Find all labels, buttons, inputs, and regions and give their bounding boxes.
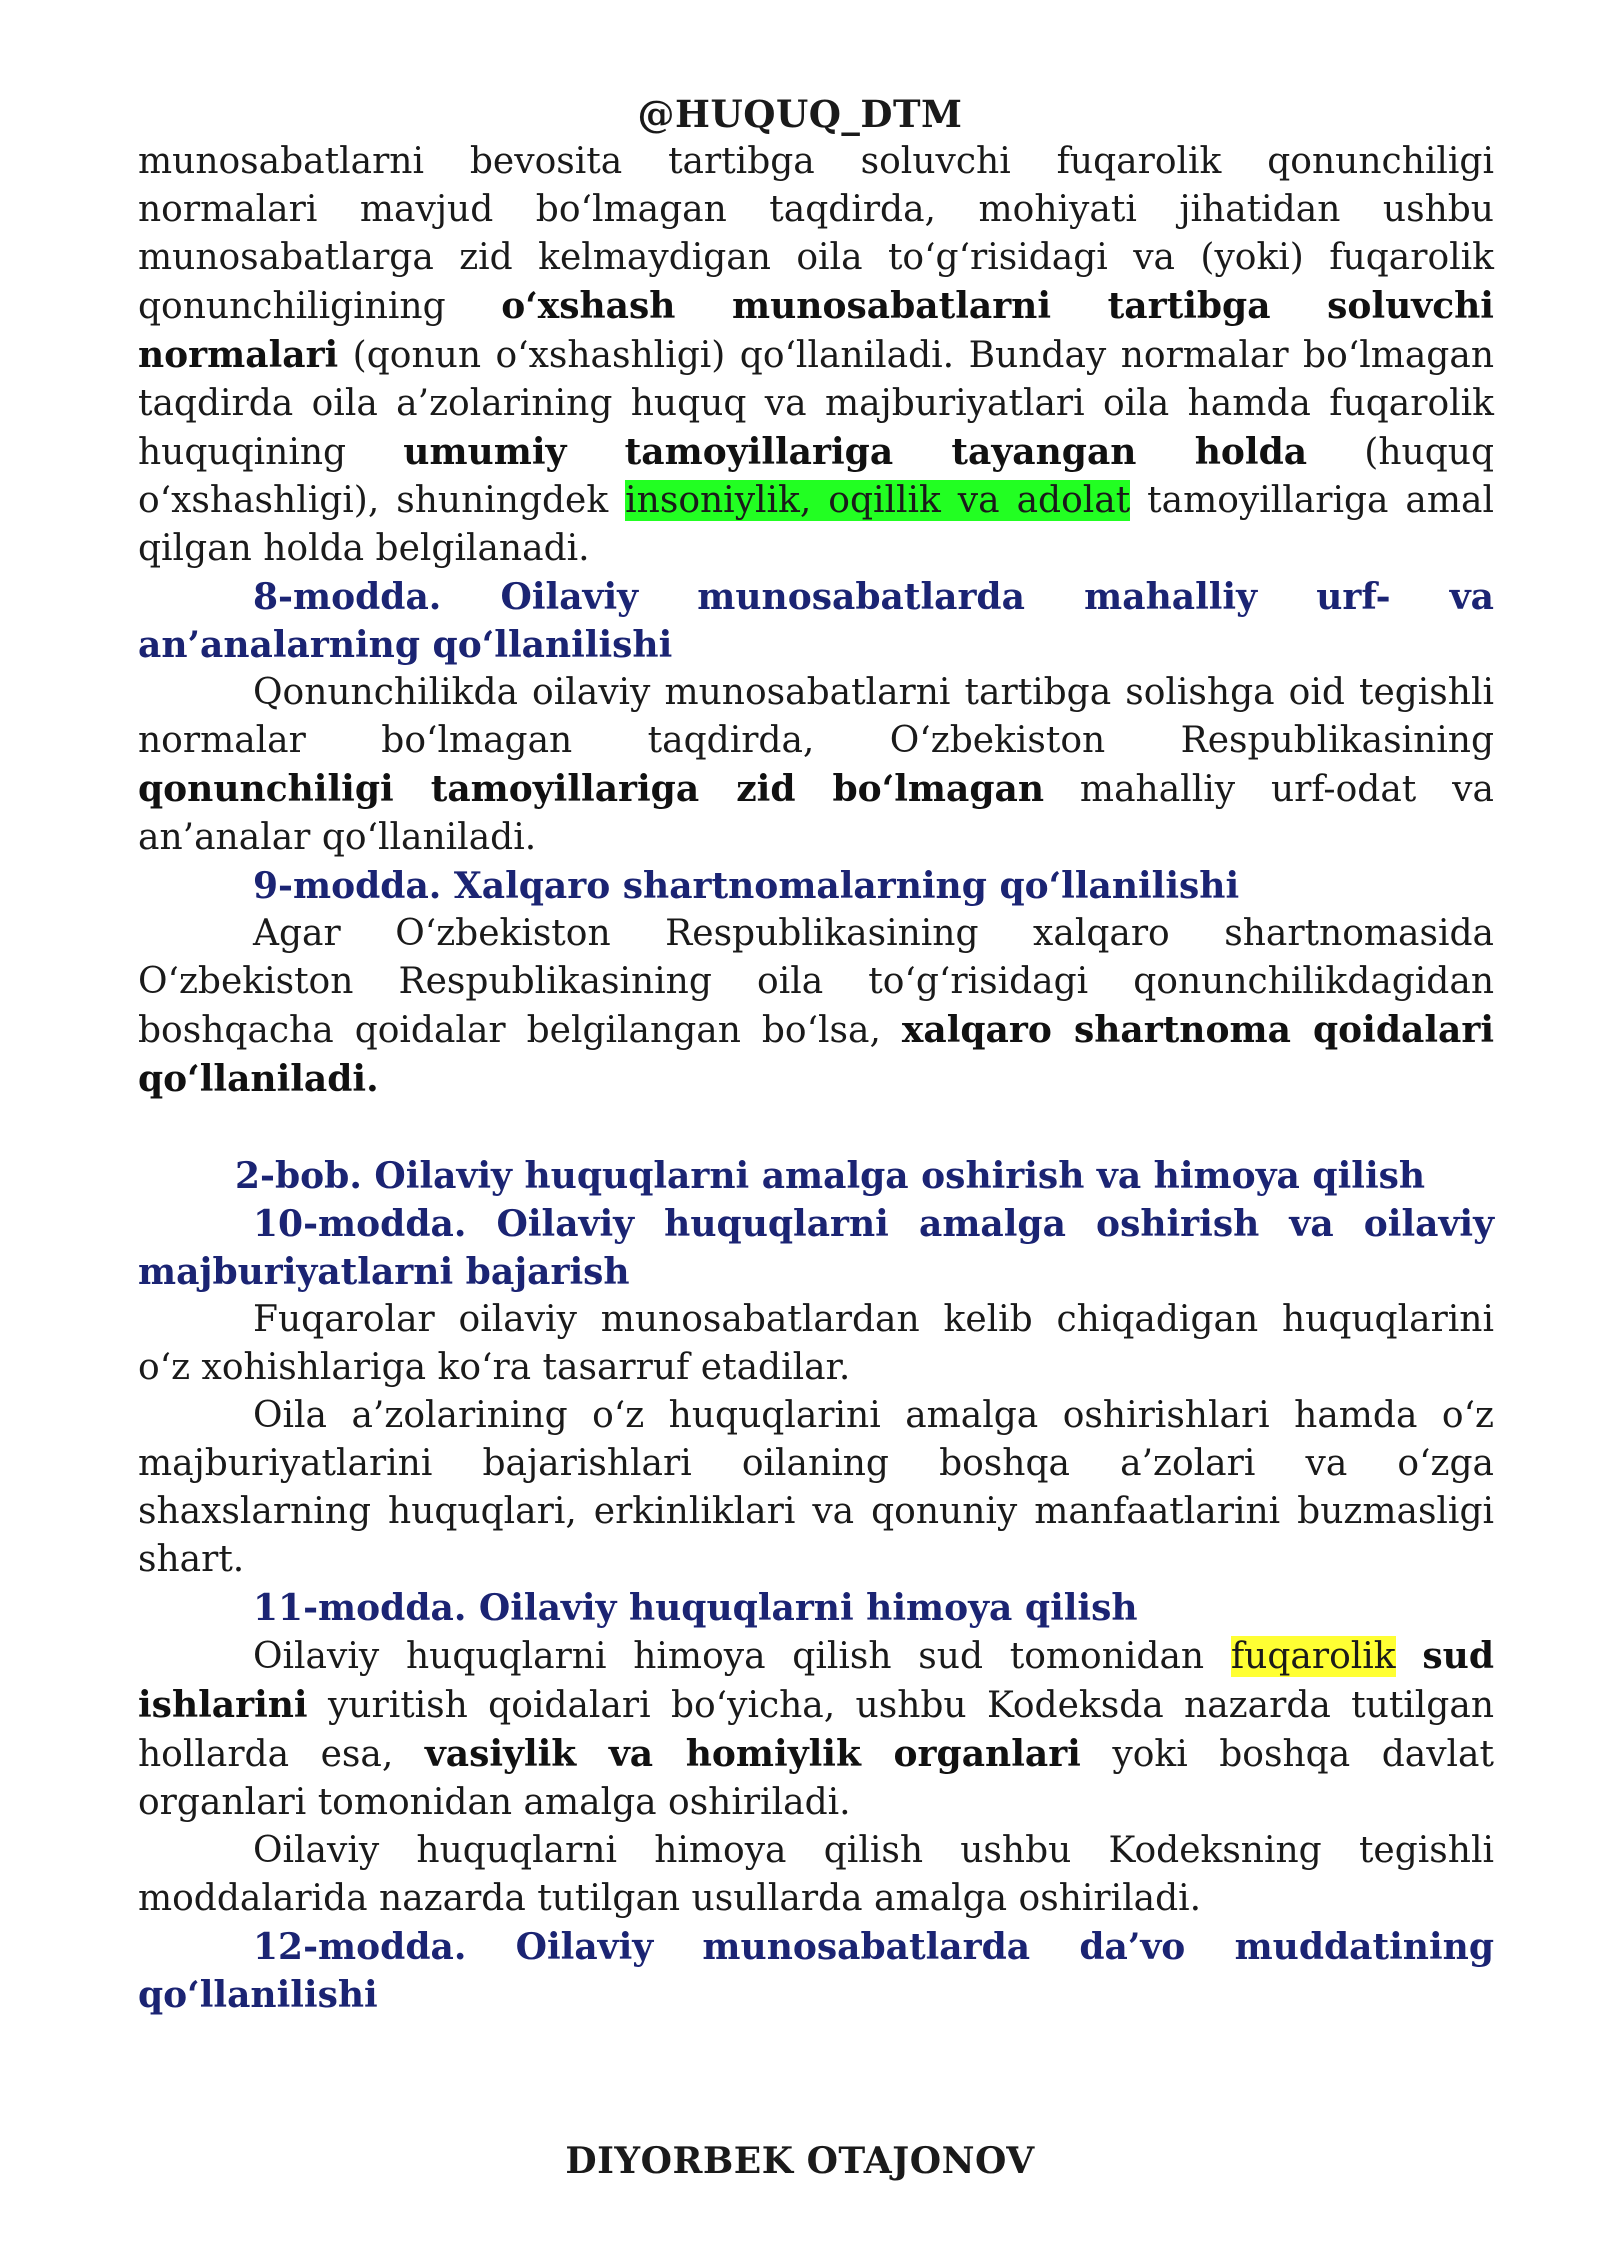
yellow-highlight: fuqarolik [1230, 1636, 1396, 1677]
article-9-paragraph [138, 910, 1494, 1104]
document-body [138, 138, 1494, 2019]
text-run: Oilaviy huquqlarni himoya qilish sud tomonidan [253, 1636, 1231, 1677]
page-footer: DIYORBEK OTAJONOV [565, 2140, 1035, 2182]
text-run: (qonun o‘xshashligi) qo‘llaniladi. Bunday normalar bo‘lmagan taqdirda oila a’zolarining huquq va majburiyatlari oila hamda fuqarolik huquqining [138, 335, 1494, 473]
bold-text: o‘xshash munosabatlarni tartibga soluvchi normalari [138, 285, 1494, 376]
article-11-heading: 11-modda. Oilaviy huquqlarni himoya qilish [253, 1587, 1138, 1629]
article-8-heading: 8-modda. Oilaviy munosabatlarda mahalliy urf- va an’analarning qo‘llanilishi [138, 576, 1494, 666]
text-run: munosabatlarni bevosita tartibga soluvchi fuqarolik qonunchiligi normalari mavjud bo‘lmagan taqdirda, mohiyati jihatidan ushbu munosabatlarga zid kelmaydigan oila to‘g‘risidagi va (yoki) fuqarolik qonunchiligining [138, 141, 1494, 327]
text-run: mahalliy urf-odat va an’analar qo‘llaniladi. [138, 769, 1494, 858]
article-11-paragraph-1 [138, 1632, 1494, 1827]
text-run: Qonunchilikda oilaviy munosabatlarni tartibga solishga oid tegishli normalar bo‘lmagan taqdirda, O‘zbekiston Respublikasining [138, 672, 1494, 761]
paragraph-continuation [138, 138, 1494, 573]
article-10-heading: 10-modda. Oilaviy huquqlarni amalga oshirish va oilaviy majburiyatlarni bajarish [138, 1203, 1494, 1293]
green-highlight: insoniylik, oqillik va adolat [625, 480, 1131, 521]
article-9-heading: 9-modda. Xalqaro shartnomalarning qo‘llanilishi [253, 865, 1240, 907]
bold-text: vasiylik va homiylik organlari [424, 1733, 1081, 1775]
bold-text: sud ishlarini [138, 1635, 1494, 1726]
article-12-heading: 12-modda. Oilaviy munosabatlarda da’vo muddatining qo‘llanilishi [138, 1926, 1494, 2016]
chapter-2-heading: 2-bob. Oilaviy huquqlarni amalga oshirish va himoya qilish [235, 1155, 1426, 1197]
article-11-paragraph-2: Oilaviy huquqlarni himoya qilish ushbu Kodeksning tegishli moddalarida nazarda tutilgan usullarda amalga oshiriladi. [138, 1830, 1494, 1919]
text-run: Agar O‘zbekiston Respublikasining xalqaro shartnomasida O‘zbekiston Respublikasining oila to‘g‘risidagi qonunchilikdagidan boshqacha qoidalar belgilangan bo‘lsa, [138, 913, 1494, 1051]
page-header: @HUQUQ_DTM [637, 92, 963, 136]
article-8-paragraph [138, 669, 1494, 862]
article-10-paragraph-1: Fuqarolar oilaviy munosabatlardan kelib chiqadigan huquqlarini o‘z xohishlariga ko‘ra tasarruf etadilar. [138, 1299, 1494, 1388]
text-run: (huquq o‘xshashligi), shuningdek [138, 432, 1494, 521]
bold-text: umumiy tamoyillariga tayangan holda [403, 431, 1308, 473]
article-10-paragraph-2: Oila a’zolarining o‘z huquqlarini amalga oshirishlari hamda o‘z majburiyatlarini bajarishlari oilaning boshqa a’zolari va o‘zga shaxslarning huquqlari, erkinliklari va qonuniy manfaatlarini buzmasligi shart. [138, 1395, 1494, 1580]
text-run [1396, 1636, 1423, 1677]
text-run: yoki boshqa davlat organlari tomonidan amalga oshiriladi. [138, 1734, 1494, 1823]
text-run: yuritish qoidalari bo‘yicha, ushbu Kodeksda nazarda tutilgan hollarda esa, [138, 1685, 1494, 1775]
bold-text: qonunchiligi tamoyillariga zid bo‘lmagan [138, 768, 1044, 810]
bold-text: xalqaro shartnoma qoidalari qo‘llaniladi. [138, 1009, 1494, 1100]
text-run: tamoyillariga amal qilgan holda belgilanadi. [138, 480, 1495, 569]
